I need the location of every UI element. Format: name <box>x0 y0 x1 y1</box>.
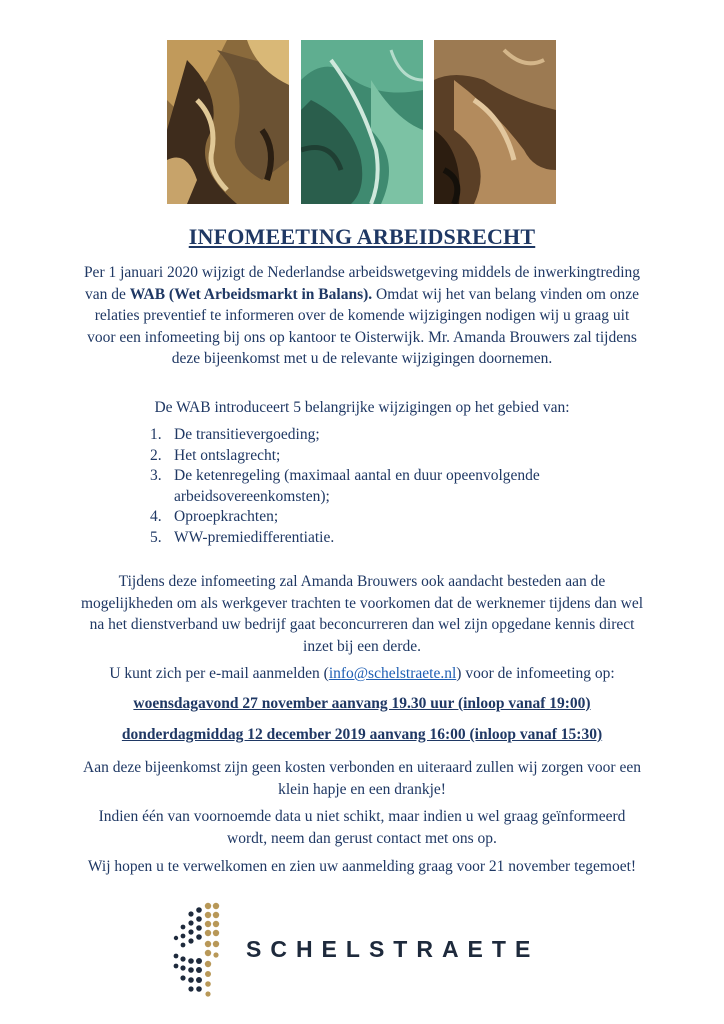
email-link[interactable]: info@schelstraete.nl <box>328 665 457 682</box>
dotted-s-logo-icon <box>168 900 228 1005</box>
contact-paragraph: Indien één van voornoemde data u niet schikt, maar indien u wel graag geïnformeerd wordt, neem dan gerust contact met ons op. <box>98 808 626 847</box>
intro-text-end: Omdat wij het van belang vinden om onze relaties preventief te informeren over de komende wijzigingen nodigen wij u graag uit voor een infomeeting bij ons op kantoor te Oisterwijk. Mr. Amanda Brouwers zal tijdens deze bijeenkomst met u de relevante wijzigingen doornemen. <box>87 285 640 367</box>
list-item-text: De transitievergoeding; <box>174 426 320 443</box>
intro-wab-bold: WAB (Wet Arbeidsmarkt in Balans). <box>129 285 373 303</box>
meeting-date-1: woensdagavond 27 november aanvang 19.30 uur (inloop vanaf 19:00) <box>133 695 591 712</box>
list-item-text: WW-premiedifferentiatie. <box>174 528 335 546</box>
list-item-number: 3. <box>150 467 162 484</box>
register-text-end: ) voor de infomeeting op: <box>456 665 615 682</box>
list-item-number: 1. <box>150 426 162 443</box>
page-title: INFOMEETING ARBEIDSRECHT <box>188 224 536 249</box>
brown-rock-texture-image <box>167 40 289 204</box>
list-item-number: 4. <box>150 508 162 525</box>
list-intro: De WAB introduceert 5 belangrijke wijzigingen op het gebied van: <box>154 399 570 416</box>
company-logo <box>168 900 558 1000</box>
list-item-text: Oproepkrachten; <box>174 508 279 525</box>
intro-paragraph <box>80 262 644 370</box>
attention-paragraph: Tijdens deze infomeeting zal Amanda Brouwers ook aandacht besteden aan de mogelijkheden om als werkgever trachten te voorkomen dat de werknemer tijdens dan wel na het dienstverband uw bedrijf gaat beconcurreren dan wel zijn opgedane kennis direct inzet bij een derde. <box>80 573 644 655</box>
register-text-start: U kunt zich per e-mail aanmelden ( <box>109 665 329 682</box>
list-item <box>150 507 620 528</box>
brand-name: SCHELSTRAETE <box>246 936 540 962</box>
green-marble-texture-image <box>301 40 423 204</box>
intro-text-start: Per 1 januari 2020 wijzigt de Nederlandse arbeidswetgeving middels de inwerkingtreding van de <box>83 264 641 303</box>
register-paragraph <box>80 663 644 685</box>
list-item <box>150 446 620 467</box>
list-item-text: Het ontslagrecht; <box>174 446 281 464</box>
header-image-strip <box>167 40 557 204</box>
list-item <box>150 528 620 549</box>
list-item-number: 2. <box>150 446 162 464</box>
list-item <box>150 466 620 507</box>
list-item <box>150 425 620 446</box>
closing-paragraph: Wij hopen u te verwelkomen en zien uw aanmelding graag voor 21 november tegemoet! <box>87 858 637 875</box>
costs-paragraph: Aan deze bijeenkomst zijn geen kosten verbonden en uiteraard zullen wij zorgen voor een klein hapje en een drankje! <box>83 759 641 798</box>
meeting-date-2: donderdagmiddag 12 december 2019 aanvang 16:00 (inloop vanaf 15:30) <box>121 726 603 743</box>
list-item-number: 5. <box>150 528 162 546</box>
changes-list <box>150 425 620 548</box>
bronze-sculpture-texture-image <box>434 40 556 204</box>
list-item-text: De ketenregeling (maximaal aantal en duur opeenvolgende arbeidsovereenkomsten); <box>174 467 540 505</box>
